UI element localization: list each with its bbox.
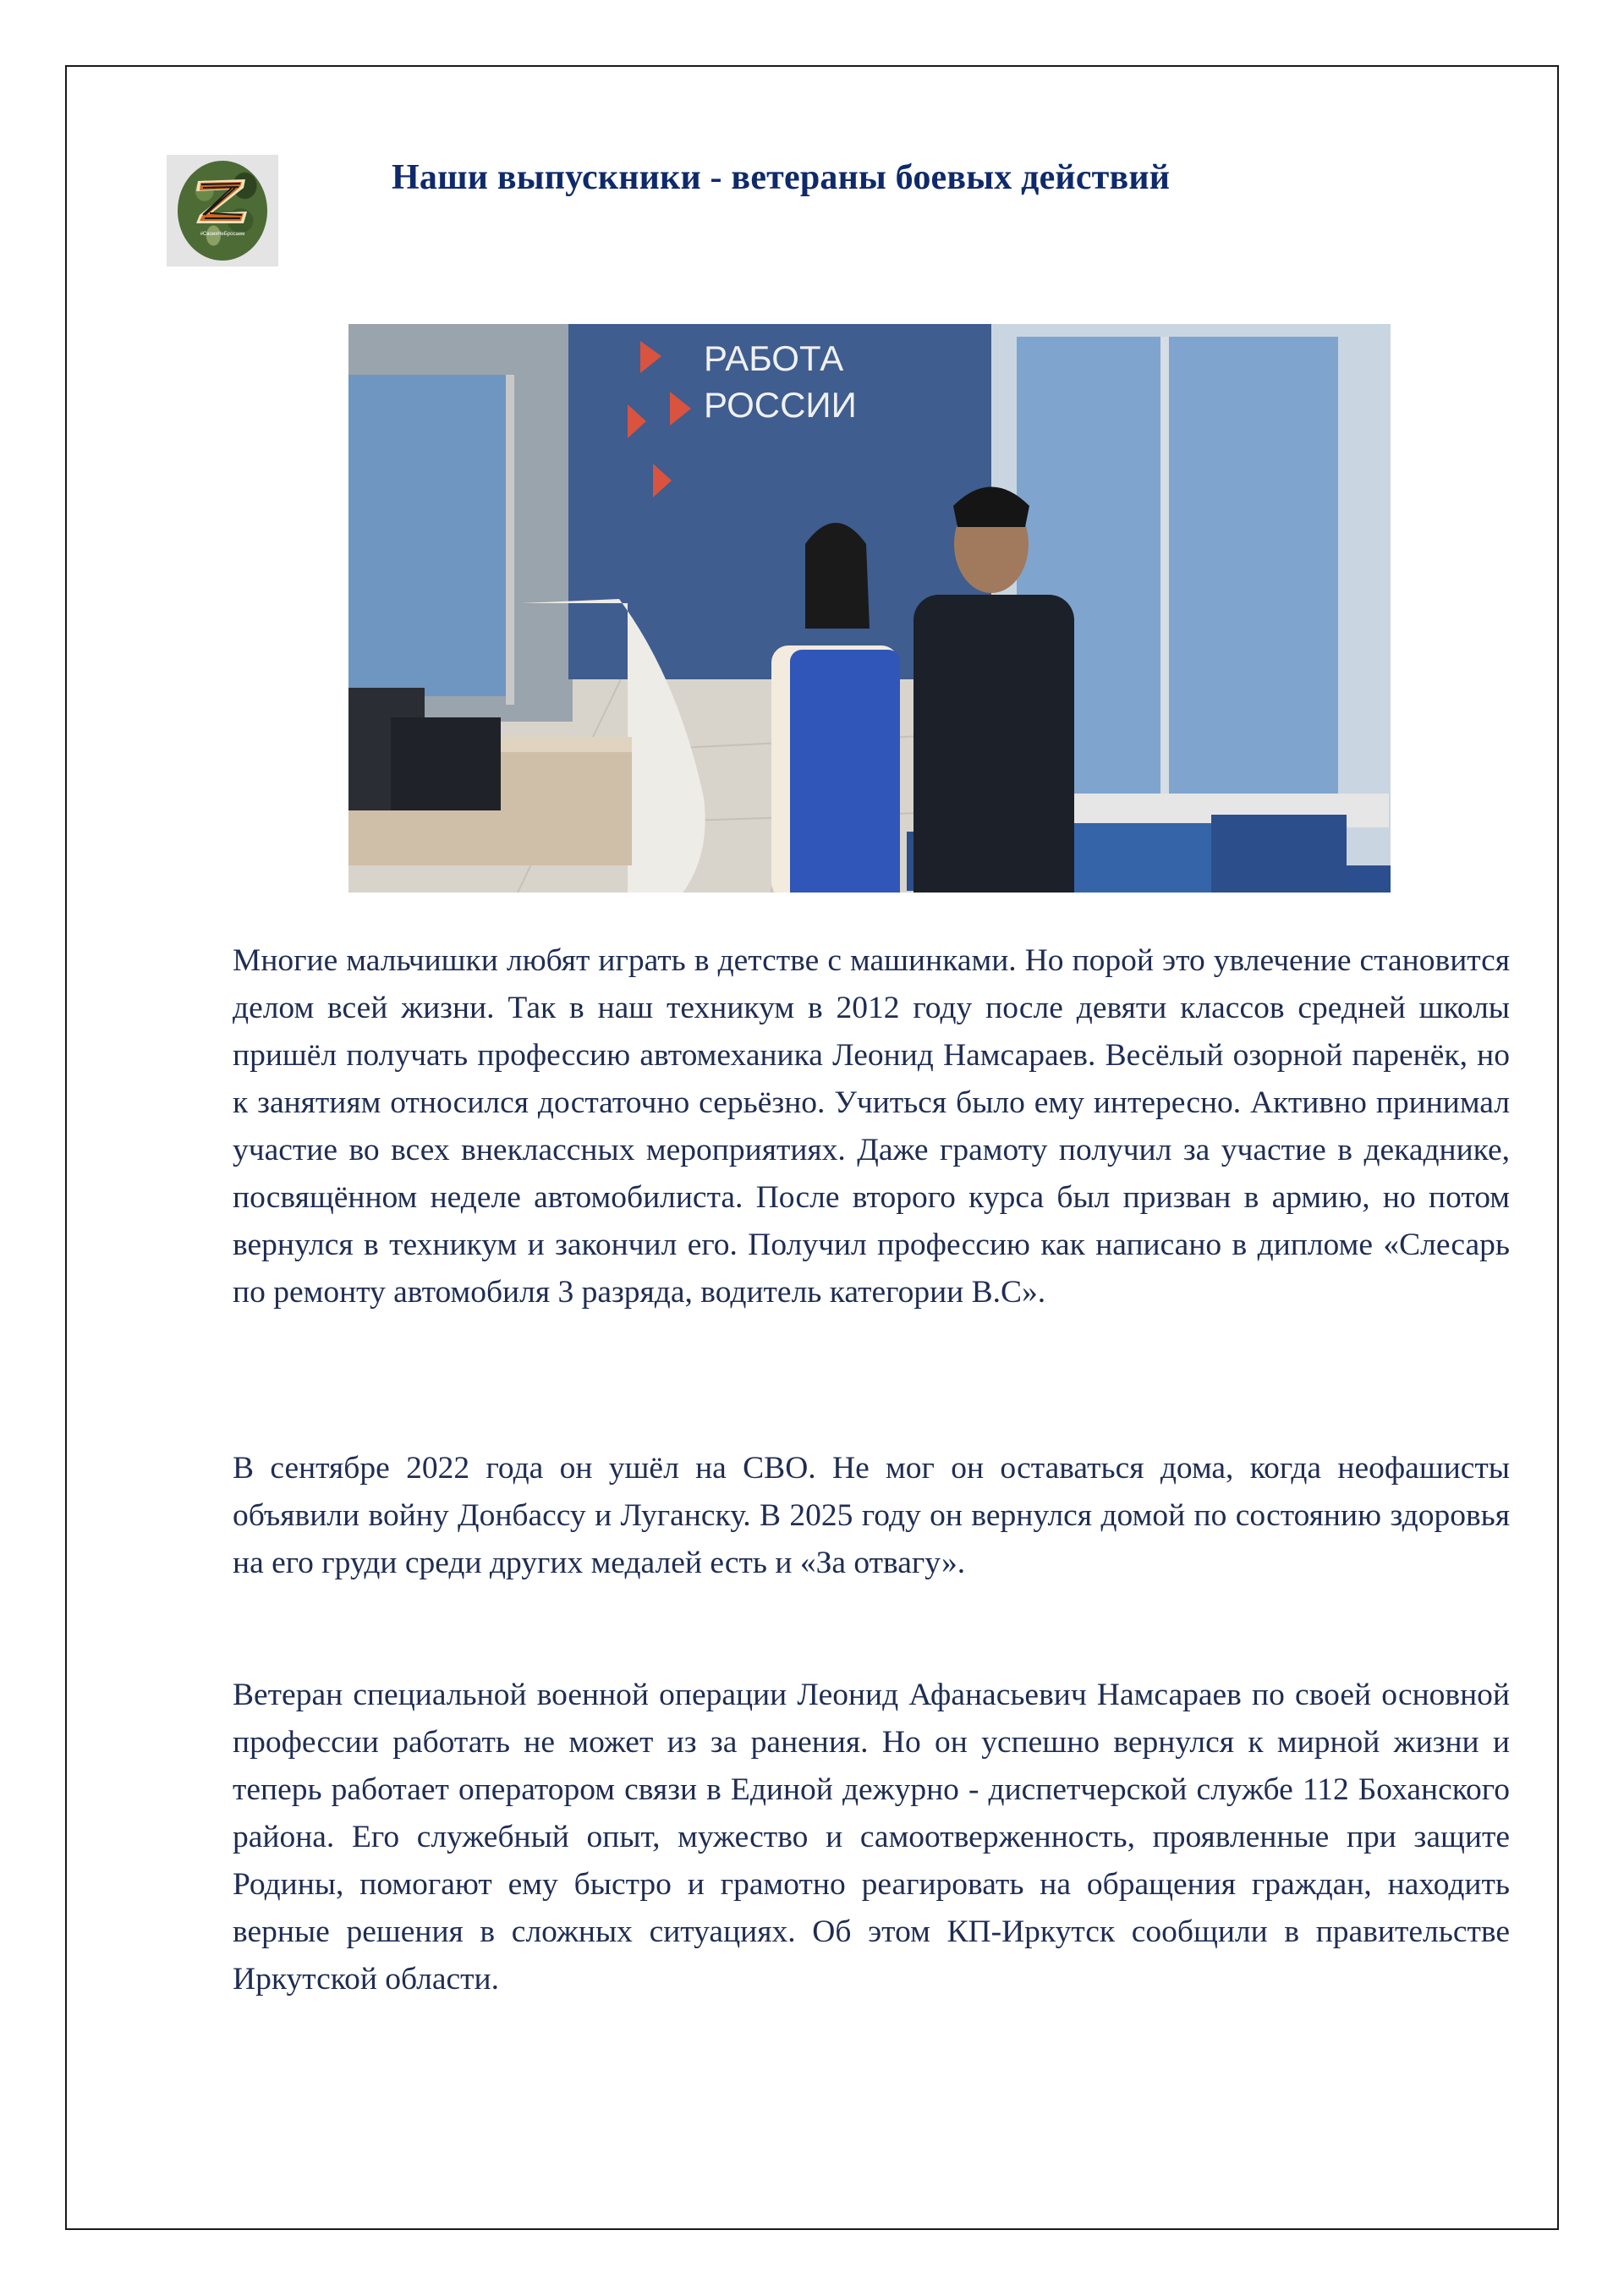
z-ribbon-emblem-icon	[178, 161, 267, 261]
svg-text:РАБОТА: РАБОТА	[704, 338, 844, 378]
paragraph-2: В сентябре 2022 года он ушёл на СВО. Не мог он оставаться дома, когда неофашисты объявили войну Донбассу и Луганску. В 2025 году он вернулся домой по состоянию здоровья на его груди среди других медалей есть и «За отвагу».	[233, 1451, 1510, 1580]
paragraph-3: Ветеран специальной военной операции Леонид Афанасьевич Намсараев по своей основной профессии работать не может из за ранения. Но он успешно вернулся к мирной жизни и теперь работает оператором связи в Единой дежурно - диспетчерской службе 112 Боханского района. Его служебный опыт, мужество и самоотверженность, проявленные при защите Родины, помогают ему быстро и грамотно реагировать на обращения граждан, находить верные решения в сложных ситуациях. Об этом КП-Иркутск сообщили в правительстве Иркутской области.	[233, 1678, 1510, 1997]
office-photo-illustration	[348, 324, 1391, 893]
paragraph-1: Многие мальчишки любят играть в детстве с машинками. Но порой это увлечение становится делом всей жизни. Так в наш техникум в 2012 году после девяти классов средней школы пришёл получать профессию автомеханика Леонид Намсараев. Весёлый озорной паренёк, но к занятиям относился достаточно серьёзно. Учиться было ему интересно. Активно принимал участие во всех внеклассных мероприятиях. Даже грамоту получил за участие в декаднике, посвящённом неделе автомобилиста. После второго курса был призван в армию, но потом вернулся в техникум и закончил его. Получил профессию как написано в дипломе «Слесарь по ремонту автомобиля 3 разряда, водитель категории В.С».	[233, 943, 1510, 1310]
svg-text:РОССИИ: РОССИИ	[704, 385, 857, 425]
logo-hashtag: #СвоихНеБросаем	[200, 232, 245, 237]
page-title: Наши выпускники - ветераны боевых действий	[392, 158, 1171, 197]
logo	[167, 155, 278, 266]
z-letter-icon	[193, 176, 252, 227]
photo-veteran-at-employment-office	[348, 324, 1391, 893]
